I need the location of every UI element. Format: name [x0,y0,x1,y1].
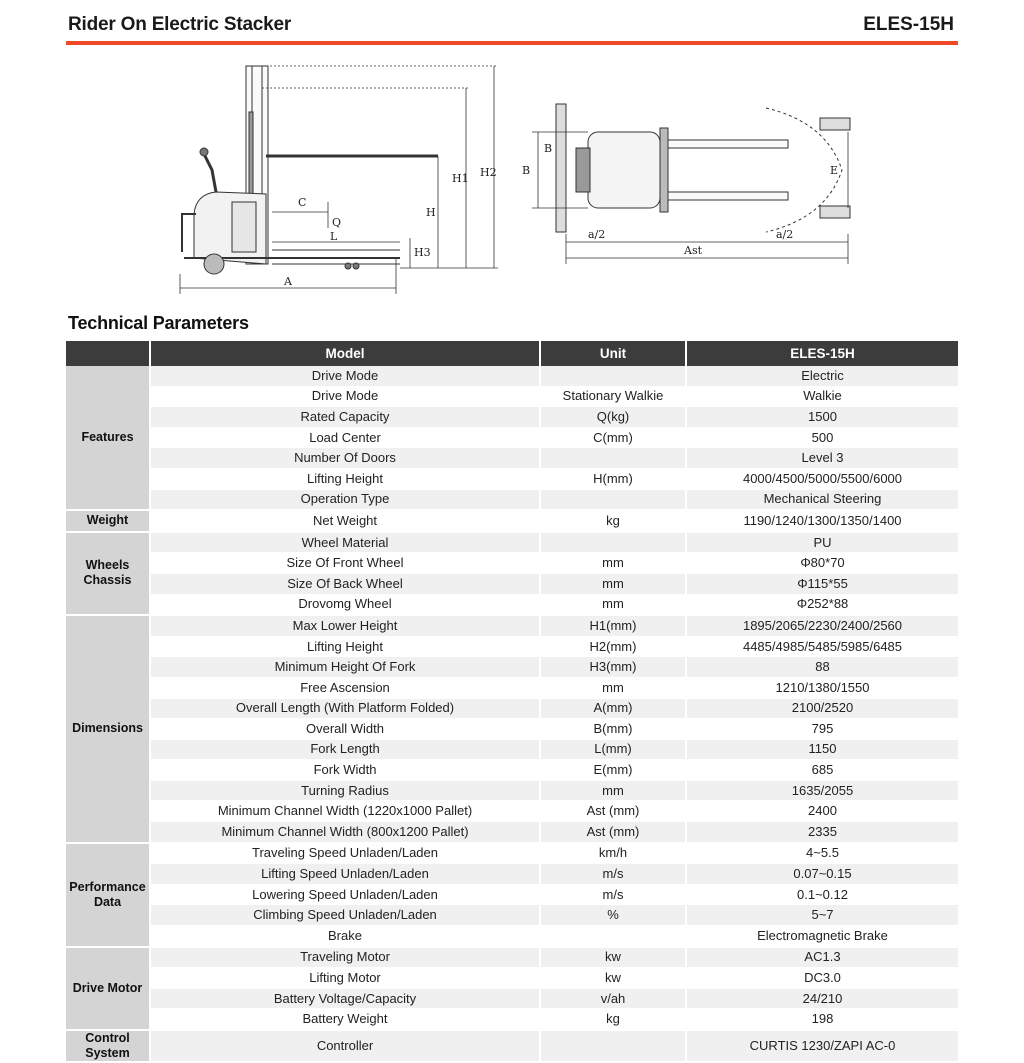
unit-cell: B(mm) [540,719,686,740]
parameter-cell: Net Weight [150,510,540,532]
group-label: Control System [66,1030,150,1062]
title-divider [66,41,958,45]
value-cell: 2335 [686,822,958,843]
parameter-cell: Rated Capacity [150,407,540,428]
parameter-cell: Lowering Speed Unladen/Laden [150,884,540,905]
table-row [66,968,958,989]
parameter-cell: Battery Voltage/Capacity [150,988,540,1009]
table-body [66,366,958,1062]
parameter-cell: Max Lower Height [150,615,540,636]
header-model-code: ELES-15H [686,341,958,366]
parameter-cell: Lifting Height [150,468,540,489]
unit-cell [540,532,686,553]
table-row [66,864,958,885]
value-cell: 795 [686,719,958,740]
parameter-cell: Climbing Speed Unladen/Laden [150,905,540,926]
parameter-cell: Overall Length (With Platform Folded) [150,698,540,719]
value-cell: 4~5.5 [686,843,958,864]
unit-cell [540,1030,686,1062]
table-row [66,1009,958,1030]
unit-cell: L(mm) [540,739,686,760]
unit-cell: km/h [540,843,686,864]
unit-cell: mm [540,573,686,594]
table-row [66,407,958,428]
parameter-cell: Load Center [150,427,540,448]
value-cell: 1895/2065/2230/2400/2560 [686,615,958,636]
value-cell: 1635/2055 [686,780,958,801]
table-row [66,448,958,469]
table-row [66,739,958,760]
unit-cell: H(mm) [540,468,686,489]
parameter-cell: Free Ascension [150,677,540,698]
parameter-cell: Brake [150,926,540,947]
parameter-cell: Lifting Height [150,636,540,657]
value-cell: 1210/1380/1550 [686,677,958,698]
unit-cell: v/ah [540,988,686,1009]
table-row [66,553,958,574]
label-C: C [298,196,307,209]
parameter-cell: Lifting Speed Unladen/Laden [150,864,540,885]
unit-cell: H3(mm) [540,657,686,678]
parameter-cell: Minimum Height Of Fork [150,657,540,678]
label-A: A [284,275,292,288]
value-cell: 1190/1240/1300/1350/1400 [686,510,958,532]
parameter-cell: Drovomg Wheel [150,594,540,615]
table-row [66,677,958,698]
table-row [66,760,958,781]
unit-cell: mm [540,594,686,615]
parameter-cell: Traveling Speed Unladen/Laden [150,843,540,864]
unit-cell: E(mm) [540,760,686,781]
side-view-labels [283,166,497,288]
parameter-cell: Wheel Material [150,532,540,553]
parameter-cell: Overall Width [150,719,540,740]
unit-cell: Ast (mm) [540,801,686,822]
label-H1: H1 [452,172,469,185]
unit-cell: mm [540,780,686,801]
table-row [66,947,958,968]
value-cell: PU [686,532,958,553]
header-model: Model [150,341,540,366]
parameter-cell: Lifting Motor [150,968,540,989]
unit-cell: Ast (mm) [540,822,686,843]
value-cell: 0.07~0.15 [686,864,958,885]
value-cell: Walkie [686,386,958,407]
value-cell: 685 [686,760,958,781]
unit-cell: % [540,905,686,926]
unit-cell [540,926,686,947]
parameter-cell: Size Of Back Wheel [150,573,540,594]
value-cell: Electromagnetic Brake [686,926,958,947]
table-row [66,801,958,822]
table-row [66,719,958,740]
table-row [66,489,958,510]
group-label: Weight [66,510,150,532]
page-title: Rider On Electric Stacker [68,14,292,35]
value-cell: Φ252*88 [686,594,958,615]
unit-cell: H2(mm) [540,636,686,657]
label-H3: H3 [414,246,431,259]
parameter-cell: Controller [150,1030,540,1062]
value-cell: Level 3 [686,448,958,469]
table-row [66,905,958,926]
stacker-dimension-diagram [66,52,958,302]
label-H: H [426,206,436,219]
unit-cell: m/s [540,864,686,885]
parameter-cell: Number Of Doors [150,448,540,469]
value-cell: Electric [686,366,958,386]
parameter-cell: Turning Radius [150,780,540,801]
label-a-half-left: a/2 [588,228,606,241]
table-row [66,510,958,532]
label-B-small: B [544,142,553,155]
unit-cell: mm [540,553,686,574]
table-row [66,884,958,905]
parameter-cell: Traveling Motor [150,947,540,968]
parameter-cell: Drive Mode [150,386,540,407]
label-Ast: Ast [684,244,703,257]
unit-cell: C(mm) [540,427,686,448]
side-view-drawing [182,66,438,274]
table-row [66,636,958,657]
value-cell: 4000/4500/5000/5500/6000 [686,468,958,489]
value-cell: 2400 [686,801,958,822]
parameter-cell: Drive Mode [150,366,540,386]
unit-cell [540,448,686,469]
unit-cell: kg [540,510,686,532]
label-a-half-right: a/2 [776,228,794,241]
unit-cell: kw [540,947,686,968]
parameter-cell: Operation Type [150,489,540,510]
group-label: Performance Data [66,843,150,947]
value-cell: 5~7 [686,905,958,926]
table-row [66,988,958,1009]
table-row [66,468,958,489]
unit-cell: kw [540,968,686,989]
table-row [66,822,958,843]
value-cell: 500 [686,427,958,448]
parameter-cell: Fork Length [150,739,540,760]
unit-cell: Stationary Walkie [540,386,686,407]
unit-cell: mm [540,677,686,698]
group-label: Dimensions [66,615,150,843]
table-row [66,1030,958,1062]
value-cell: 198 [686,1009,958,1030]
value-cell: CURTIS 1230/ZAPI AC-0 [686,1030,958,1062]
label-Q: Q [332,216,342,229]
value-cell: Φ115*55 [686,573,958,594]
table-row [66,615,958,636]
header-unit: Unit [540,341,686,366]
top-view-drawing [556,104,850,232]
unit-cell: A(mm) [540,698,686,719]
group-label: Wheels Chassis [66,532,150,615]
table-row [66,698,958,719]
label-E: E [830,164,839,177]
value-cell: Mechanical Steering [686,489,958,510]
group-label: Drive Motor [66,947,150,1030]
parameter-cell: Minimum Channel Width (1220x1000 Pallet) [150,801,540,822]
table-row [66,573,958,594]
table-row [66,780,958,801]
table-row [66,594,958,615]
value-cell: 1150 [686,739,958,760]
value-cell: 2100/2520 [686,698,958,719]
table-row [66,843,958,864]
label-H2: H2 [480,166,497,179]
unit-cell: Q(kg) [540,407,686,428]
parameter-cell: Size Of Front Wheel [150,553,540,574]
group-label: Features [66,366,150,510]
table-row [66,386,958,407]
table-row [66,532,958,553]
value-cell: 1500 [686,407,958,428]
unit-cell: m/s [540,884,686,905]
section-heading: Technical Parameters [68,313,249,333]
value-cell: 24/210 [686,988,958,1009]
technical-parameters-table [66,341,958,1063]
unit-cell: H1(mm) [540,615,686,636]
table-row [66,657,958,678]
value-cell: 4485/4985/5485/5985/6485 [686,636,958,657]
parameter-cell: Battery Weight [150,1009,540,1030]
table-row [66,366,958,386]
label-B: B [522,164,531,177]
model-code: ELES-15H [863,14,954,35]
table-header-row [66,341,958,366]
table-row [66,427,958,448]
value-cell: DC3.0 [686,968,958,989]
parameter-cell: Minimum Channel Width (800x1200 Pallet) [150,822,540,843]
value-cell: 0.1~0.12 [686,884,958,905]
header-group [66,341,150,366]
unit-cell: kg [540,1009,686,1030]
table-row [66,926,958,947]
value-cell: Φ80*70 [686,553,958,574]
label-L: L [330,230,338,243]
value-cell: 88 [686,657,958,678]
unit-cell [540,366,686,386]
unit-cell [540,489,686,510]
value-cell: AC1.3 [686,947,958,968]
parameter-cell: Fork Width [150,760,540,781]
